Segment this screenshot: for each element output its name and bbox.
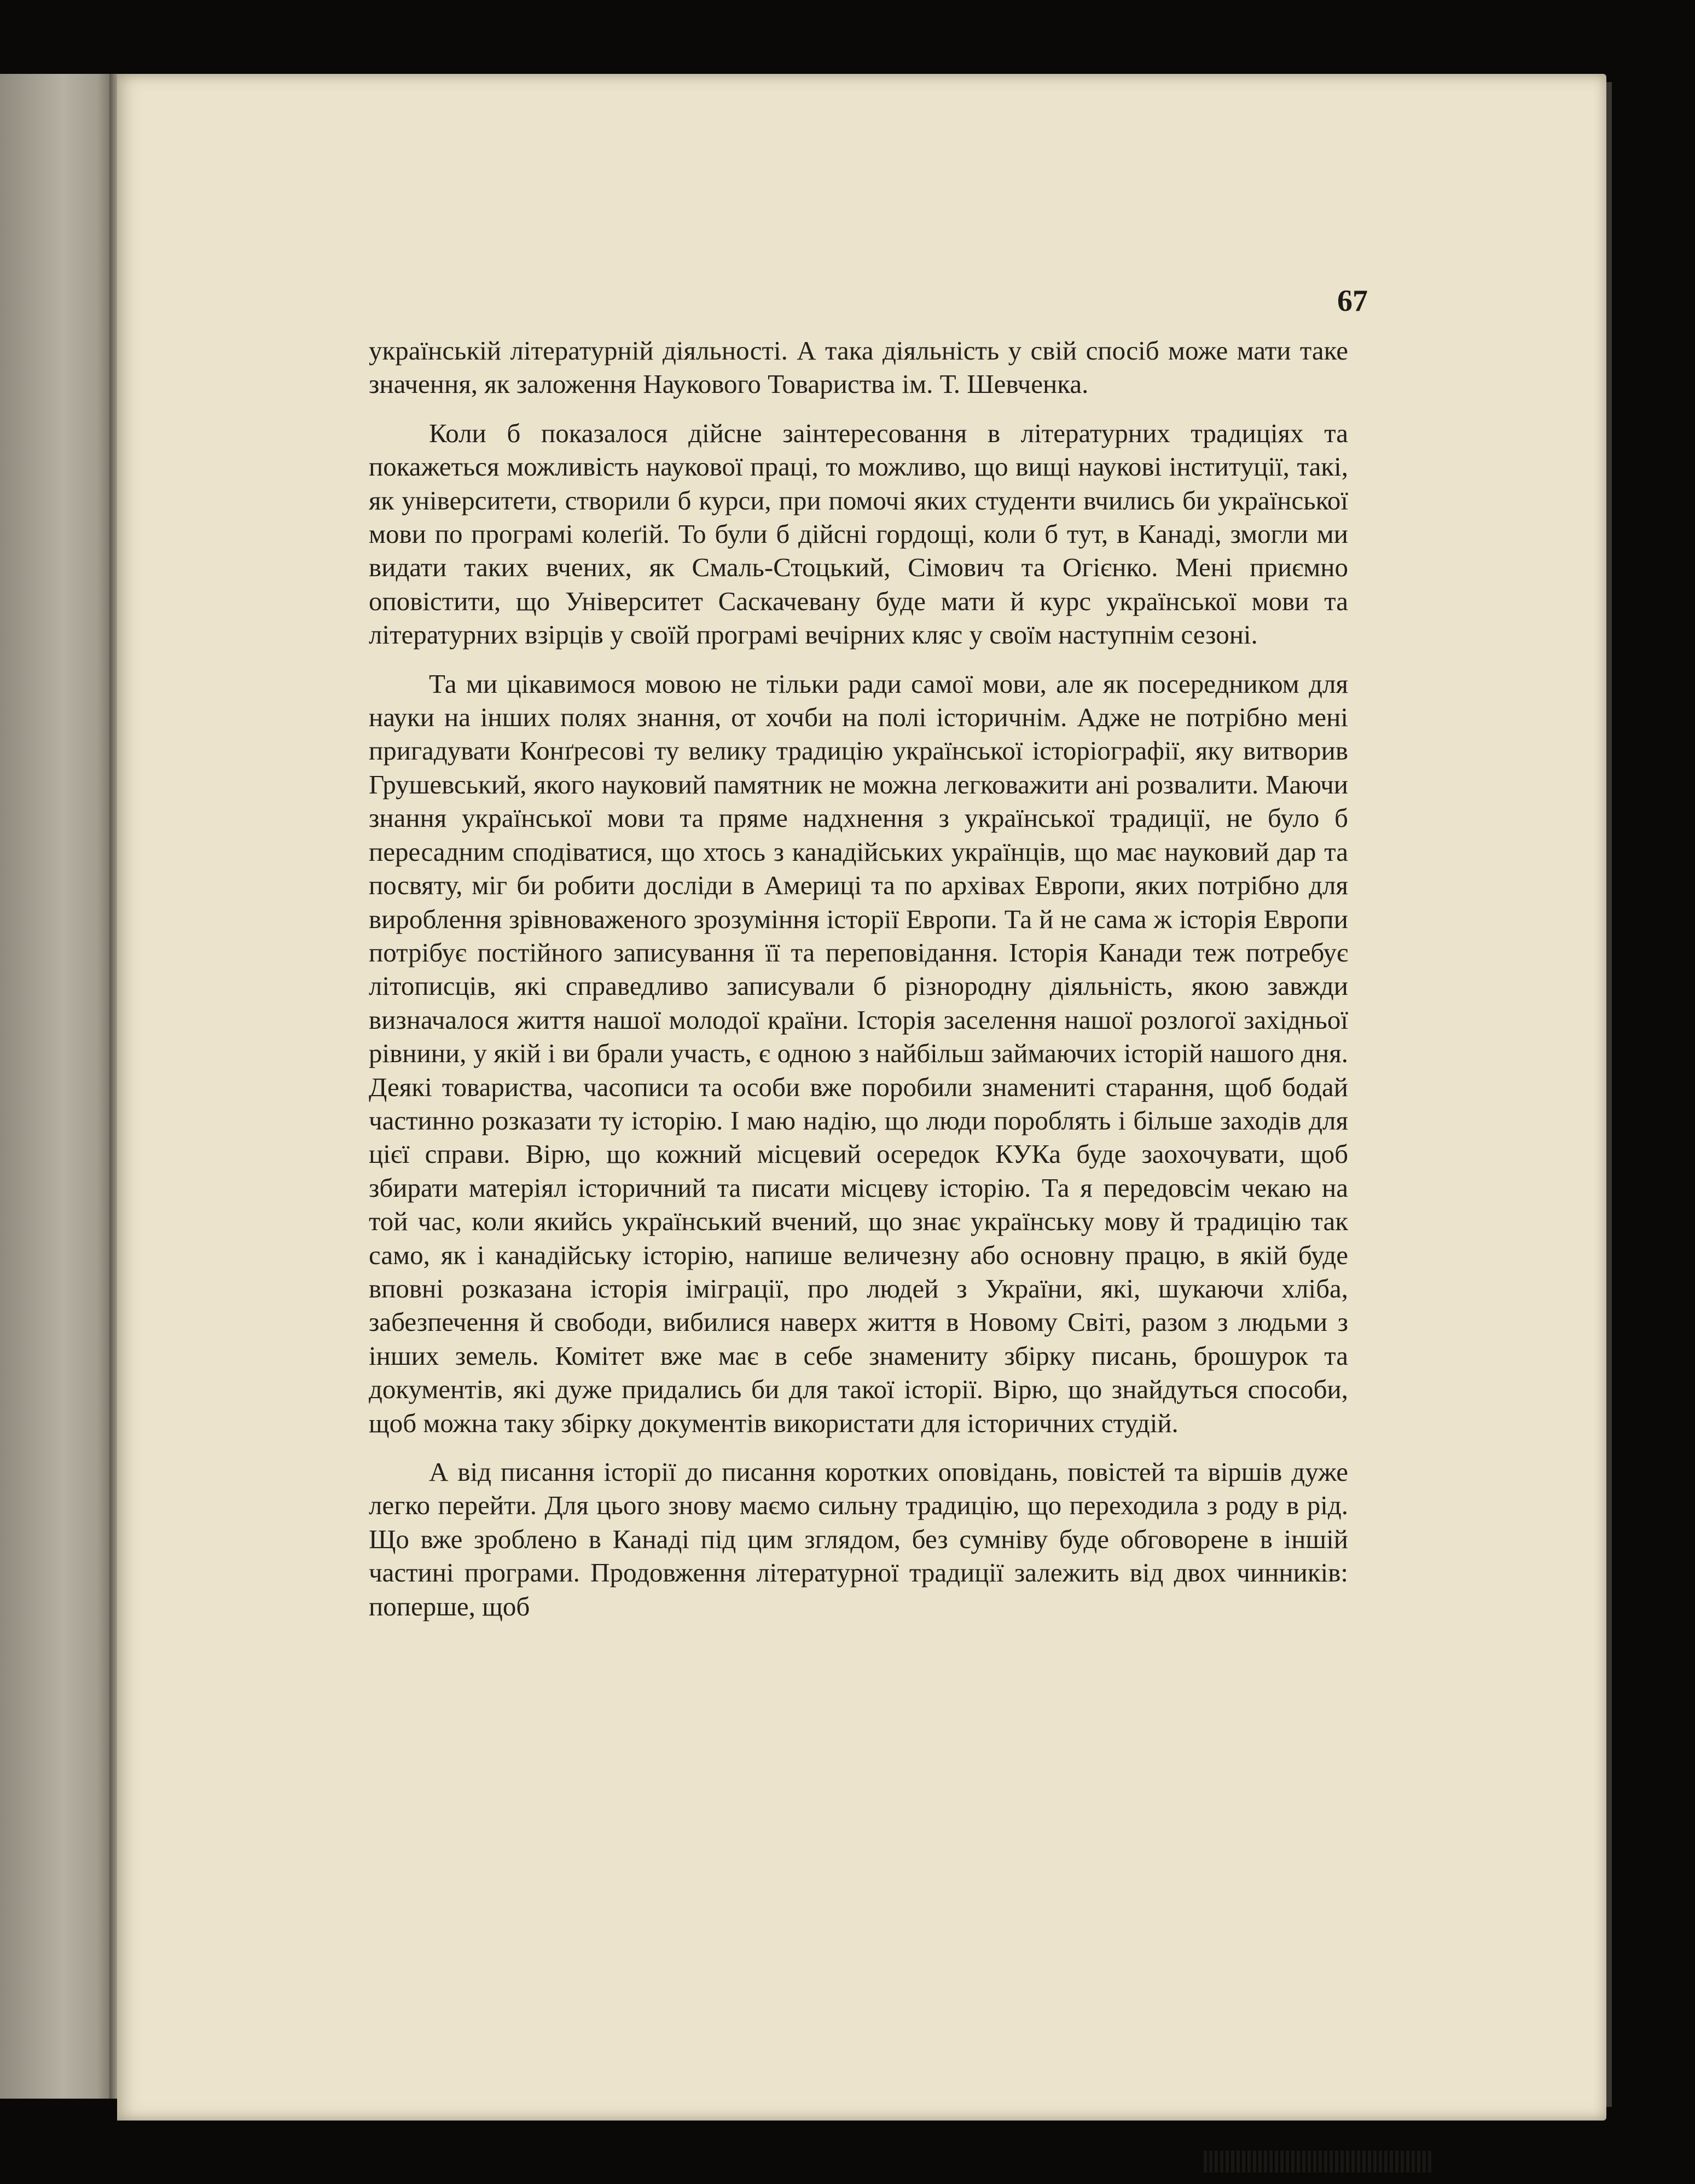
paragraph: А від писання історії до писання коротких оповідань, повістей та віршів дуже легко перейти. Для цього знову маємо сильну традицію, що переходила з роду в рід. Що вже зроблено в Канаді під цим зглядом, без сумніву буде обговорене в іншій частині програми. Продовження літературної традиції залежить від двох чинників: поперше, щоб: [369, 1457, 1348, 1621]
page-text: [369, 334, 1348, 1623]
paragraph: українській літературній діяльності. А така діяльність у свій спосіб може мати таке значення, як заложення Наукового Товариства ім. Т. Шевченка.: [369, 335, 1348, 399]
page-number: 67: [1337, 284, 1368, 318]
paragraph: Та ми цікавимося мовою не тільки ради самої мови, але як посередником для науки на інших полях знання, от хочби на полі історичнім. Адже не потрібно мені пригадувати Конґресові ту велику традицію української історіографії, яку витворив Грушевський, якого науковий памятник не можна легковажити ані розвалити. Маючи знання української мови та пряме надхнення з української традиції, не було б пересадним сподіватися, що хтось з канадійських українців, що має науковий дар та посвяту, міг би робити досліди в Америці та по архівах Европи, яких потрібно для вироблення зрівноваженого зрозуміння історії Европи. Та й не сама ж історія Европи потрібує постійного записування її та переповідання. Історія Канади теж потребує літописців, які справедливо записували б різнородну діяльність, якою завжди визначалося життя нашої молодої країни. Історія заселення нашої розлогої західньої рівнини, у якій і ви брали участь, є одною з найбільш займаючих історій нашого дня. Деякі товариства, часописи та особи вже поробили знамениті старання, щоб бодай частинно розказати ту історію. І маю надію, що люди пороблять і більше заходів для цієї справи. Вірю, що кожний місцевий осередок КУКа буде заохочувати, щоб збирати матеріял історичний та писати місцеву історію. Та я передовсім чекаю на той час, коли якийсь український вчений, що знає українську мову й традицію так само, як і канадійську історію, напише величезну або основну працю, в якій буде вповні розказана історія іміграції, про людей з України, які, шукаючи хліба, забезпечення й свободи, вибилися наверх життя в Новому Світі, разом з людьми з інших земель. Комітет вже має в себе знамениту збірку писань, брошурок та документів, які дуже придались би для такої історії. Вірю, що знайдуться способи, щоб можна таку збірку документів використати для історичних студій.: [369, 668, 1348, 1438]
paragraph: Коли б показалося дійсне заінтересовання в літературних традиціях та покажеться можливість наукової праці, то можливо, що вищі наукові інституції, такі, як університети, створили б курси, при помочі яких студенти вчились би української мови по програмі колеґій. То були б дійсні гордощі, коли б тут, в Канаді, змогли ми видати таких вчених, як Смаль-Стоцький, Сімович та Огієнко. Мені приємно оповістити, що Університет Саскачевану буде мати й курс української мови та літературних взірців у своїй програмі вечірних кляс у своїм наступнім сезоні.: [369, 418, 1348, 650]
scan-artifact: [1204, 2151, 1433, 2173]
left-page-edge: [0, 74, 115, 2099]
page-edge-shadow: [1606, 82, 1612, 2107]
